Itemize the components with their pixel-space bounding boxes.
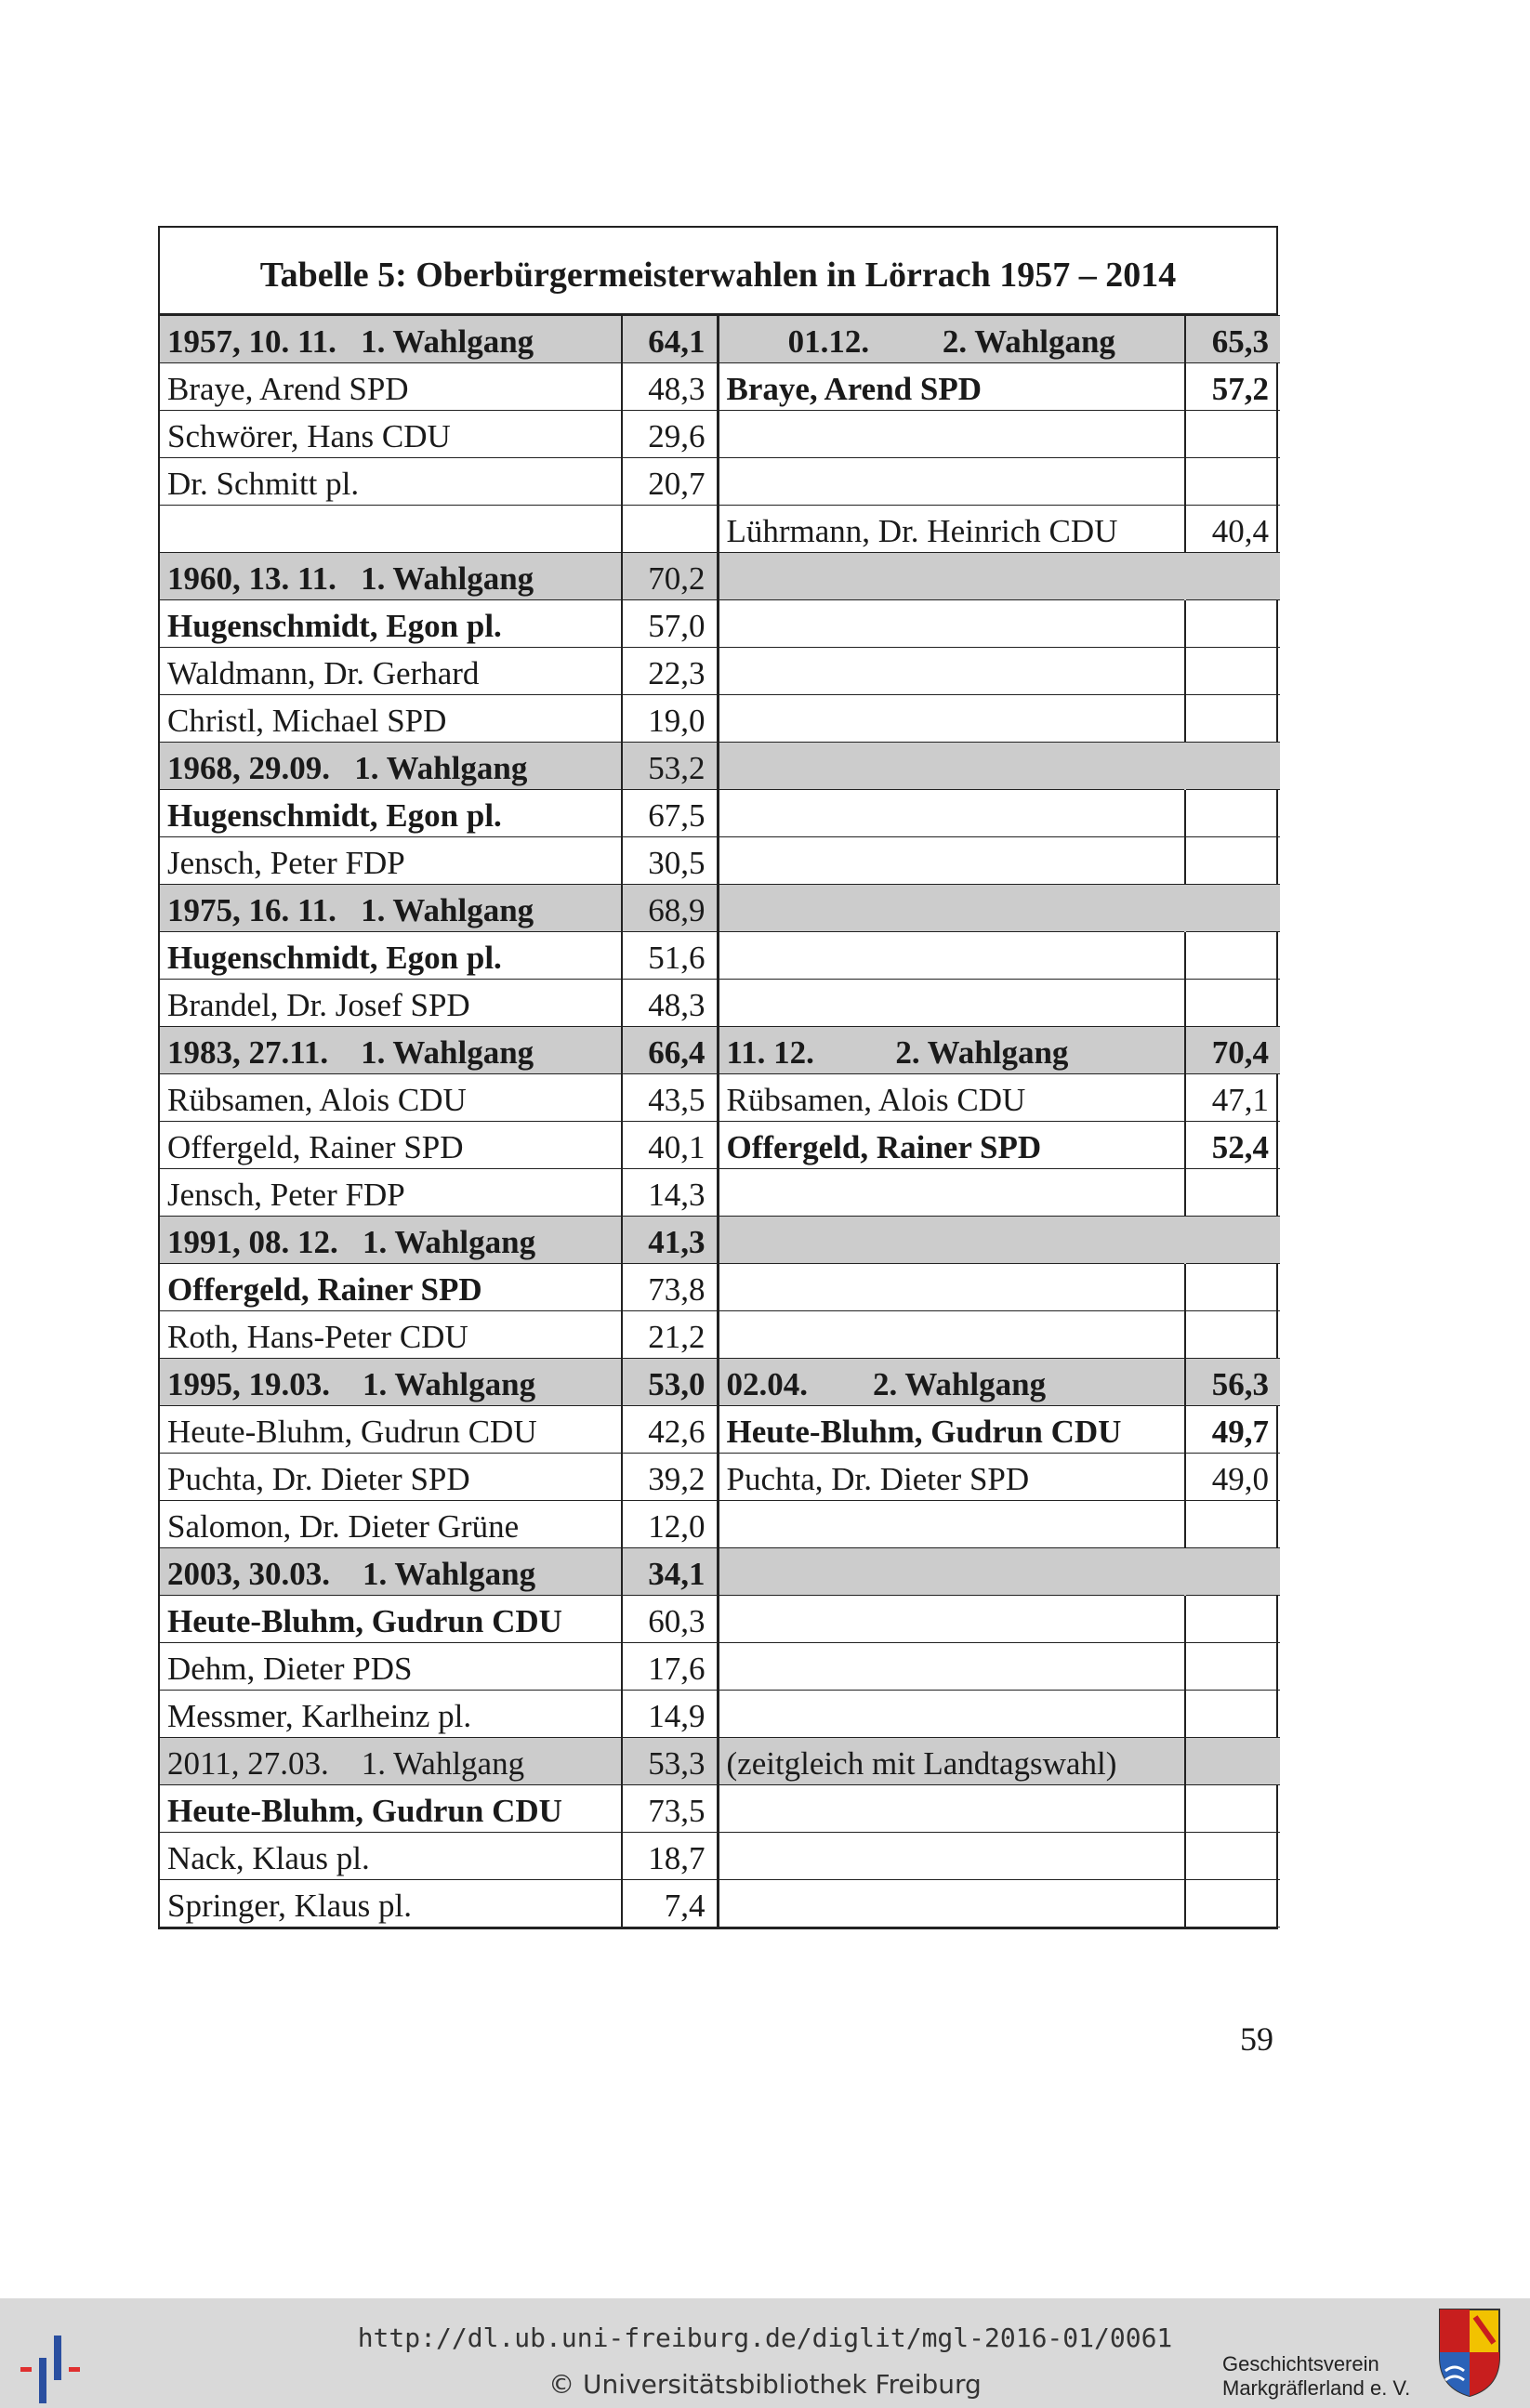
election-table bbox=[158, 226, 1278, 1929]
candidate-row bbox=[160, 1406, 1280, 1454]
ballot-header-row bbox=[160, 743, 1280, 790]
candidate-row bbox=[160, 980, 1280, 1027]
first-round-percent-cell: 64,1 bbox=[622, 316, 718, 363]
first-round-percent-cell bbox=[622, 506, 718, 553]
second-round-name-cell: Offergeld, Rainer SPD bbox=[718, 1122, 1185, 1169]
first-round-name-cell: Salomon, Dr. Dieter Grüne bbox=[160, 1501, 622, 1548]
first-round-percent-cell: 57,0 bbox=[622, 600, 718, 648]
first-round-percent-cell: 7,4 bbox=[622, 1880, 718, 1928]
second-round-percent-cell: 49,7 bbox=[1185, 1406, 1280, 1454]
candidate-row bbox=[160, 1880, 1280, 1928]
second-round-percent-cell bbox=[1185, 932, 1280, 980]
second-round-percent-cell bbox=[1185, 1596, 1280, 1643]
first-round-percent-cell: 19,0 bbox=[622, 695, 718, 743]
first-round-name-cell: Roth, Hans-Peter CDU bbox=[160, 1311, 622, 1359]
second-round-percent-cell bbox=[1185, 1169, 1280, 1217]
second-round-name-cell: Heute-Bluhm, Gudrun CDU bbox=[718, 1406, 1185, 1454]
first-round-percent-cell: 73,8 bbox=[622, 1264, 718, 1311]
candidate-row bbox=[160, 1074, 1280, 1122]
first-round-name-cell: Waldmann, Dr. Gerhard bbox=[160, 648, 622, 695]
second-round-name-cell bbox=[718, 553, 1185, 600]
first-round-name-cell: Hugenschmidt, Egon pl. bbox=[160, 932, 622, 980]
first-round-percent-cell: 48,3 bbox=[622, 980, 718, 1027]
second-round-name-cell bbox=[718, 1501, 1185, 1548]
second-round-name-cell bbox=[718, 648, 1185, 695]
first-round-percent-cell: 21,2 bbox=[622, 1311, 718, 1359]
first-round-name-cell: 1968, 29.09. 1. Wahlgang bbox=[160, 743, 622, 790]
second-round-percent-cell bbox=[1185, 1785, 1280, 1833]
second-round-name-cell bbox=[718, 1691, 1185, 1738]
society-name-line1: Geschichtsverein bbox=[1222, 2352, 1379, 2375]
candidate-row bbox=[160, 1122, 1280, 1169]
second-round-percent-cell bbox=[1185, 695, 1280, 743]
second-round-percent-cell bbox=[1185, 885, 1280, 932]
second-round-percent-cell: 56,3 bbox=[1185, 1359, 1280, 1406]
second-round-percent-cell bbox=[1185, 743, 1280, 790]
first-round-percent-cell: 48,3 bbox=[622, 363, 718, 411]
second-round-percent-cell bbox=[1185, 1833, 1280, 1880]
second-round-name-cell: 02.04. 2. Wahlgang bbox=[718, 1359, 1185, 1406]
first-round-name-cell: Dehm, Dieter PDS bbox=[160, 1643, 622, 1691]
first-round-name-cell: Schwörer, Hans CDU bbox=[160, 411, 622, 458]
first-round-percent-cell: 40,1 bbox=[622, 1122, 718, 1169]
second-round-percent-cell bbox=[1185, 458, 1280, 506]
second-round-name-cell bbox=[718, 458, 1185, 506]
first-round-percent-cell: 39,2 bbox=[622, 1454, 718, 1501]
results-grid bbox=[160, 315, 1280, 1928]
second-round-percent-cell bbox=[1185, 648, 1280, 695]
second-round-name-cell: Rübsamen, Alois CDU bbox=[718, 1074, 1185, 1122]
candidate-row bbox=[160, 790, 1280, 837]
first-round-name-cell: 2011, 27.03. 1. Wahlgang bbox=[160, 1738, 622, 1785]
second-round-name-cell: Lührmann, Dr. Heinrich CDU bbox=[718, 506, 1185, 553]
ballot-header-row bbox=[160, 1217, 1280, 1264]
second-round-percent-cell bbox=[1185, 1880, 1280, 1928]
first-round-name-cell: Heute-Bluhm, Gudrun CDU bbox=[160, 1406, 622, 1454]
second-round-name-cell bbox=[718, 695, 1185, 743]
first-round-name-cell: Offergeld, Rainer SPD bbox=[160, 1122, 622, 1169]
candidate-row bbox=[160, 1833, 1280, 1880]
ballot-header-row bbox=[160, 885, 1280, 932]
ballot-header-row bbox=[160, 1027, 1280, 1074]
ballot-header-row bbox=[160, 1548, 1280, 1596]
table-body bbox=[160, 316, 1280, 1928]
table-title: Tabelle 5: Oberbürgermeisterwahlen in Lörrach 1957 – 2014 bbox=[160, 228, 1276, 315]
second-round-name-cell bbox=[718, 1311, 1185, 1359]
footer-bar bbox=[0, 2298, 1530, 2408]
second-round-name-cell bbox=[718, 1833, 1185, 1880]
first-round-percent-cell: 34,1 bbox=[622, 1548, 718, 1596]
second-round-percent-cell bbox=[1185, 600, 1280, 648]
second-round-percent-cell bbox=[1185, 1738, 1280, 1785]
second-round-name-cell bbox=[718, 932, 1185, 980]
first-round-percent-cell: 14,3 bbox=[622, 1169, 718, 1217]
ballot-header-row bbox=[160, 1738, 1280, 1785]
second-round-percent-cell bbox=[1185, 1217, 1280, 1264]
candidate-row bbox=[160, 363, 1280, 411]
second-round-name-cell: Braye, Arend SPD bbox=[718, 363, 1185, 411]
first-round-name-cell: Springer, Klaus pl. bbox=[160, 1880, 622, 1928]
first-round-percent-cell: 53,3 bbox=[622, 1738, 718, 1785]
first-round-percent-cell: 53,2 bbox=[622, 743, 718, 790]
second-round-percent-cell: 52,4 bbox=[1185, 1122, 1280, 1169]
first-round-name-cell: 1991, 08. 12. 1. Wahlgang bbox=[160, 1217, 622, 1264]
first-round-percent-cell: 60,3 bbox=[622, 1596, 718, 1643]
second-round-percent-cell bbox=[1185, 411, 1280, 458]
second-round-name-cell bbox=[718, 1264, 1185, 1311]
second-round-name-cell bbox=[718, 980, 1185, 1027]
first-round-name-cell: 1957, 10. 11. 1. Wahlgang bbox=[160, 316, 622, 363]
footer-copyright: © Universitätsbibliothek Freiburg bbox=[548, 2369, 982, 2400]
second-round-name-cell bbox=[718, 1880, 1185, 1928]
candidate-row bbox=[160, 1596, 1280, 1643]
second-round-name-cell bbox=[718, 1169, 1185, 1217]
second-round-name-cell bbox=[718, 1643, 1185, 1691]
second-round-name-cell bbox=[718, 837, 1185, 885]
candidate-row bbox=[160, 1169, 1280, 1217]
candidate-row bbox=[160, 506, 1280, 553]
second-round-name-cell bbox=[718, 600, 1185, 648]
footer-url[interactable]: http://dl.ub.uni-freiburg.de/diglit/mgl-2016-01/0061 bbox=[357, 2322, 1173, 2353]
second-round-percent-cell bbox=[1185, 1264, 1280, 1311]
second-round-name-cell: 11. 12. 2. Wahlgang bbox=[718, 1027, 1185, 1074]
first-round-name-cell bbox=[160, 506, 622, 553]
first-round-percent-cell: 12,0 bbox=[622, 1501, 718, 1548]
second-round-percent-cell: 70,4 bbox=[1185, 1027, 1280, 1074]
first-round-name-cell: Christl, Michael SPD bbox=[160, 695, 622, 743]
second-round-name-cell bbox=[718, 1785, 1185, 1833]
first-round-percent-cell: 22,3 bbox=[622, 648, 718, 695]
first-round-percent-cell: 20,7 bbox=[622, 458, 718, 506]
candidate-row bbox=[160, 1643, 1280, 1691]
candidate-row bbox=[160, 1501, 1280, 1548]
second-round-name-cell: Puchta, Dr. Dieter SPD bbox=[718, 1454, 1185, 1501]
first-round-name-cell: 1960, 13. 11. 1. Wahlgang bbox=[160, 553, 622, 600]
first-round-name-cell: Heute-Bluhm, Gudrun CDU bbox=[160, 1785, 622, 1833]
first-round-name-cell: Messmer, Karlheinz pl. bbox=[160, 1691, 622, 1738]
first-round-percent-cell: 53,0 bbox=[622, 1359, 718, 1406]
first-round-name-cell: 1995, 19.03. 1. Wahlgang bbox=[160, 1359, 622, 1406]
second-round-name-cell bbox=[718, 1596, 1185, 1643]
second-round-name-cell bbox=[718, 411, 1185, 458]
first-round-name-cell: Offergeld, Rainer SPD bbox=[160, 1264, 622, 1311]
candidate-row bbox=[160, 1691, 1280, 1738]
candidate-row bbox=[160, 1311, 1280, 1359]
second-round-percent-cell bbox=[1185, 1691, 1280, 1738]
candidate-row bbox=[160, 648, 1280, 695]
first-round-name-cell: Nack, Klaus pl. bbox=[160, 1833, 622, 1880]
first-round-percent-cell: 42,6 bbox=[622, 1406, 718, 1454]
first-round-percent-cell: 73,5 bbox=[622, 1785, 718, 1833]
first-round-percent-cell: 51,6 bbox=[622, 932, 718, 980]
first-round-name-cell: Hugenschmidt, Egon pl. bbox=[160, 600, 622, 648]
ballot-header-row bbox=[160, 553, 1280, 600]
ballot-header-row bbox=[160, 316, 1280, 363]
first-round-percent-cell: 70,2 bbox=[622, 553, 718, 600]
society-name bbox=[1222, 2352, 1427, 2401]
second-round-percent-cell bbox=[1185, 553, 1280, 600]
first-round-percent-cell: 66,4 bbox=[622, 1027, 718, 1074]
candidate-row bbox=[160, 600, 1280, 648]
second-round-percent-cell: 65,3 bbox=[1185, 316, 1280, 363]
second-round-percent-cell: 57,2 bbox=[1185, 363, 1280, 411]
second-round-percent-cell bbox=[1185, 1643, 1280, 1691]
second-round-name-cell bbox=[718, 885, 1185, 932]
second-round-name-cell bbox=[718, 1217, 1185, 1264]
first-round-percent-cell: 18,7 bbox=[622, 1833, 718, 1880]
first-round-percent-cell: 67,5 bbox=[622, 790, 718, 837]
society-name-line2: Markgräflerland e. V. bbox=[1222, 2376, 1411, 2400]
first-round-percent-cell: 30,5 bbox=[622, 837, 718, 885]
first-round-name-cell: Brandel, Dr. Josef SPD bbox=[160, 980, 622, 1027]
second-round-name-cell bbox=[718, 790, 1185, 837]
second-round-name-cell: (zeitgleich mit Landtagswahl) bbox=[718, 1738, 1185, 1785]
second-round-percent-cell bbox=[1185, 980, 1280, 1027]
candidate-row bbox=[160, 1454, 1280, 1501]
candidate-row bbox=[160, 411, 1280, 458]
candidate-row bbox=[160, 932, 1280, 980]
first-round-percent-cell: 41,3 bbox=[622, 1217, 718, 1264]
first-round-percent-cell: 29,6 bbox=[622, 411, 718, 458]
candidate-row bbox=[160, 1785, 1280, 1833]
second-round-percent-cell bbox=[1185, 1548, 1280, 1596]
second-round-percent-cell: 40,4 bbox=[1185, 506, 1280, 553]
second-round-percent-cell bbox=[1185, 790, 1280, 837]
second-round-percent-cell: 47,1 bbox=[1185, 1074, 1280, 1122]
first-round-name-cell: Hugenschmidt, Egon pl. bbox=[160, 790, 622, 837]
first-round-name-cell: 1975, 16. 11. 1. Wahlgang bbox=[160, 885, 622, 932]
second-round-name-cell bbox=[718, 743, 1185, 790]
first-round-percent-cell: 14,9 bbox=[622, 1691, 718, 1738]
first-round-percent-cell: 68,9 bbox=[622, 885, 718, 932]
second-round-percent-cell: 49,0 bbox=[1185, 1454, 1280, 1501]
candidate-row bbox=[160, 695, 1280, 743]
first-round-name-cell: Jensch, Peter FDP bbox=[160, 1169, 622, 1217]
second-round-percent-cell bbox=[1185, 837, 1280, 885]
first-round-name-cell: Dr. Schmitt pl. bbox=[160, 458, 622, 506]
first-round-name-cell: 2003, 30.03. 1. Wahlgang bbox=[160, 1548, 622, 1596]
second-round-name-cell bbox=[718, 1548, 1185, 1596]
candidate-row bbox=[160, 1264, 1280, 1311]
first-round-name-cell: Puchta, Dr. Dieter SPD bbox=[160, 1454, 622, 1501]
second-round-percent-cell bbox=[1185, 1501, 1280, 1548]
candidate-row bbox=[160, 458, 1280, 506]
first-round-name-cell: Heute-Bluhm, Gudrun CDU bbox=[160, 1596, 622, 1643]
first-round-name-cell: Braye, Arend SPD bbox=[160, 363, 622, 411]
candidate-row bbox=[160, 837, 1280, 885]
markgraeflerland-coat-of-arms-icon bbox=[1436, 2306, 1503, 2399]
first-round-name-cell: Rübsamen, Alois CDU bbox=[160, 1074, 622, 1122]
first-round-percent-cell: 17,6 bbox=[622, 1643, 718, 1691]
page-number: 59 bbox=[1240, 2020, 1273, 2058]
first-round-percent-cell: 43,5 bbox=[622, 1074, 718, 1122]
ballot-header-row bbox=[160, 1359, 1280, 1406]
first-round-name-cell: Jensch, Peter FDP bbox=[160, 837, 622, 885]
first-round-name-cell: 1983, 27.11. 1. Wahlgang bbox=[160, 1027, 622, 1074]
second-round-name-cell: 01.12. 2. Wahlgang bbox=[718, 316, 1185, 363]
second-round-percent-cell bbox=[1185, 1311, 1280, 1359]
